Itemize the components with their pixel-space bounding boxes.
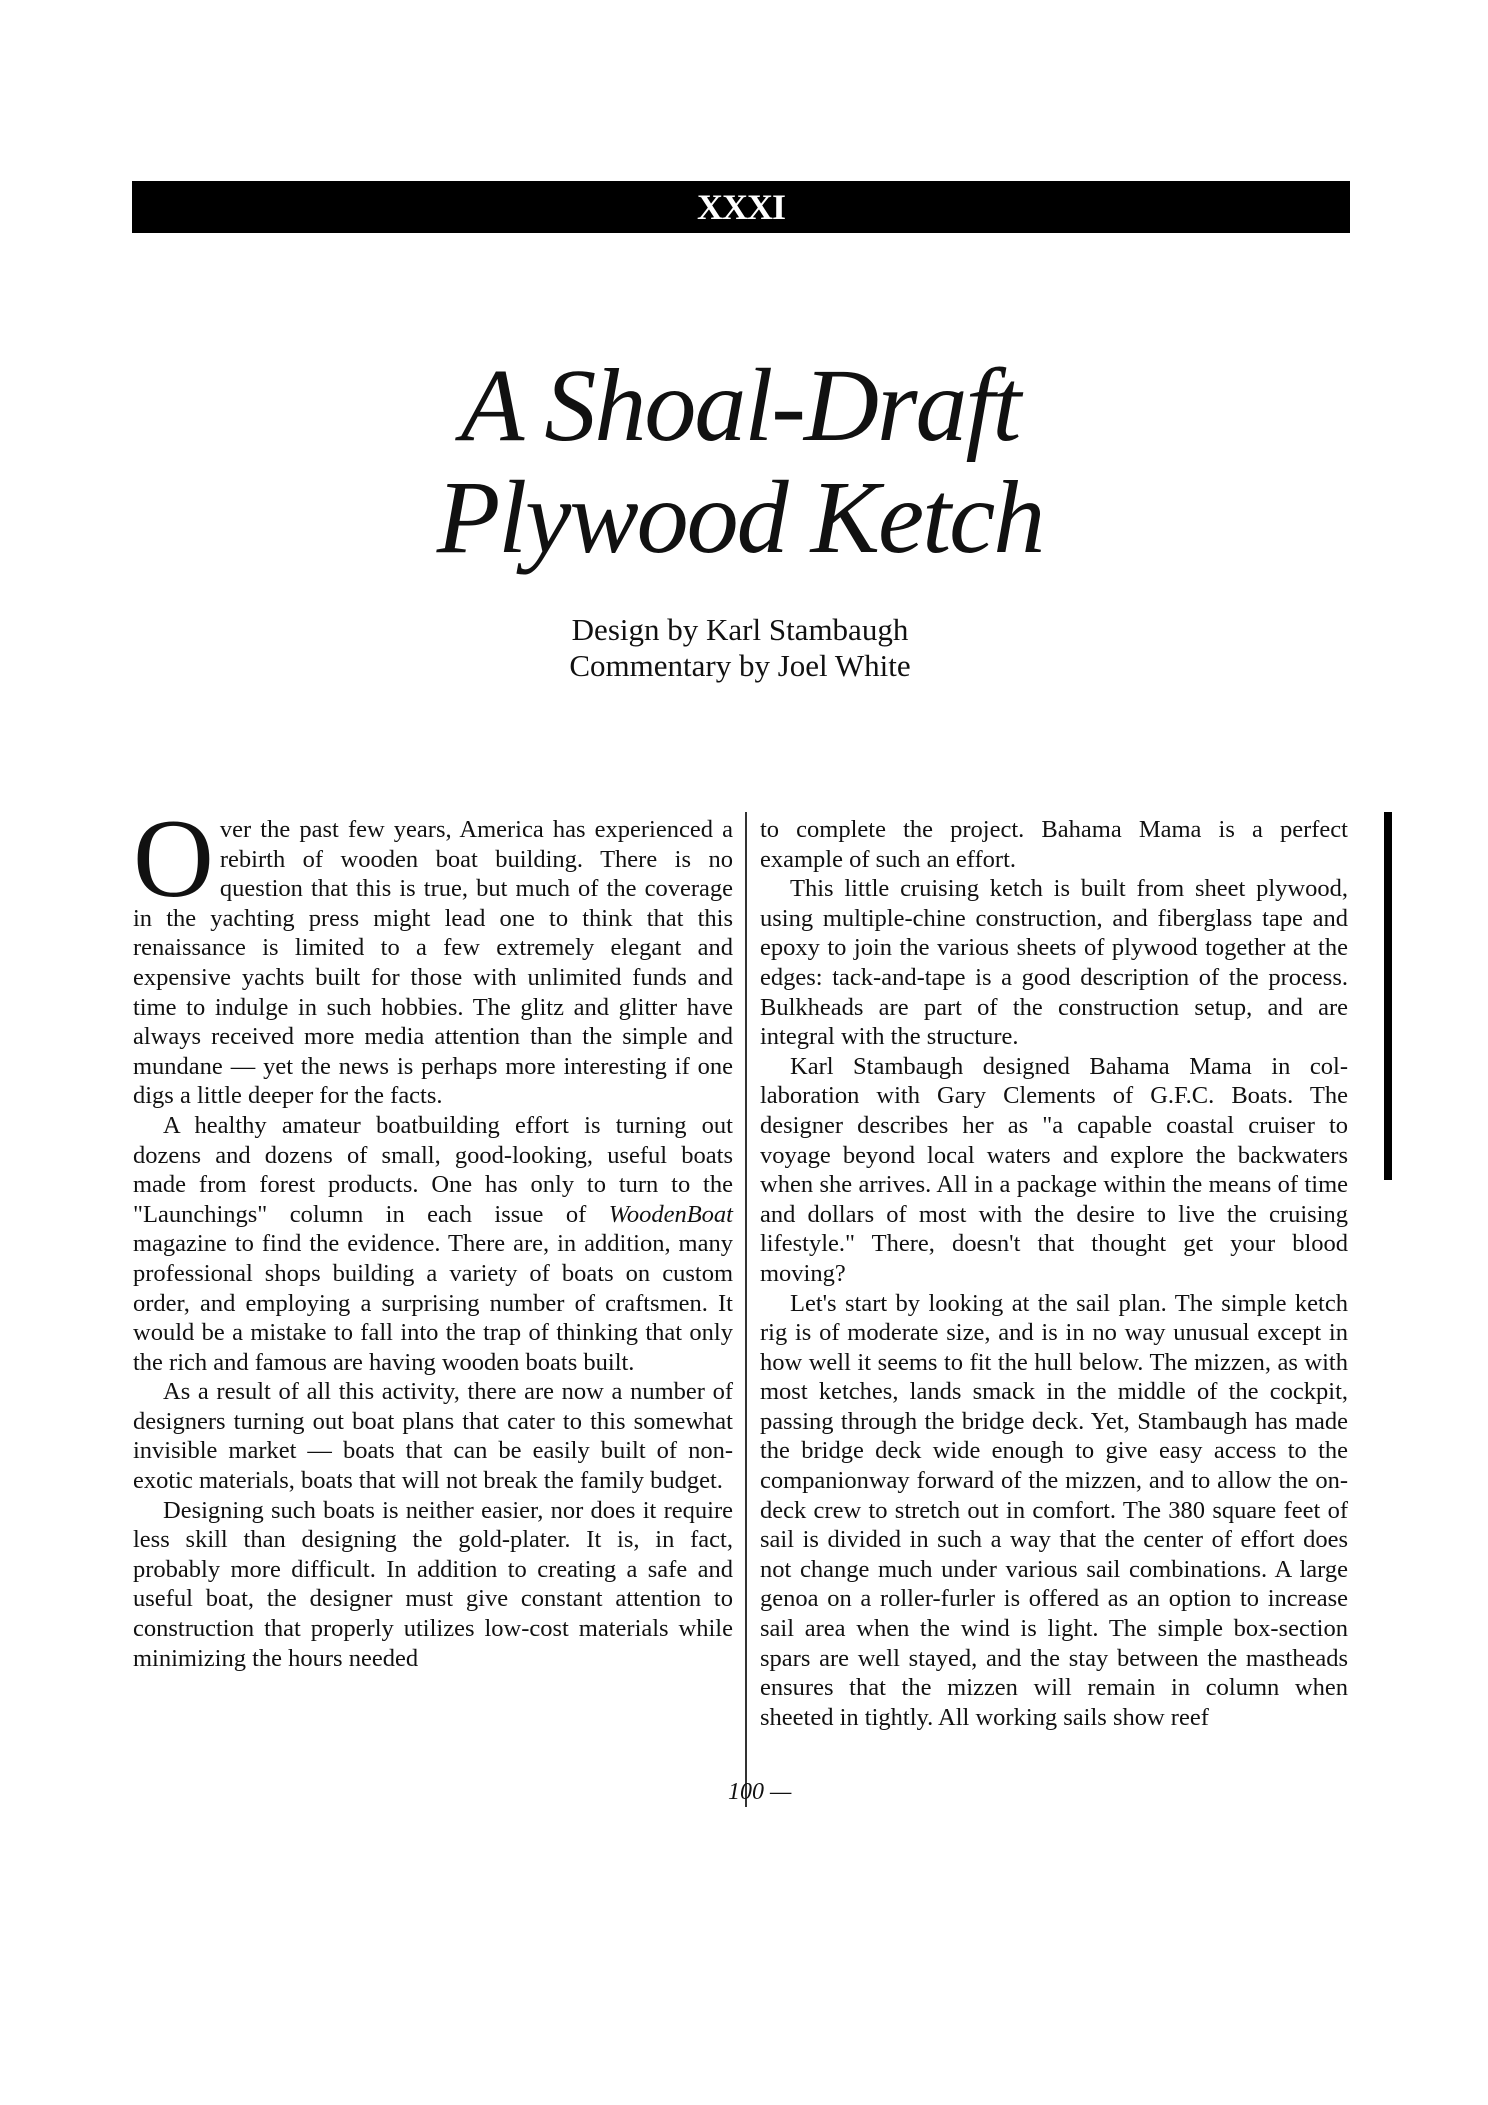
page-number: 100 — — [728, 1779, 792, 1805]
paragraph: Let's start by looking at the sail plan. The simple ketch rig is of moderate size, and is in no way unusual except in how well it seems to fit the hull below. The mizzen, as with most ketches, lands smack in the middle of the cockpit, passing through the bridge deck. Yet, Stambaugh has made the bridge deck wide enough to give easy access to the companionway forward of the mizzen, and to allow the on-deck crew to stretch out in comfort. The 380 square feet of sail is divided in such a way that the center of effort does not change much under various sail combinations. A large genoa on a roller-furler is offered as an option to increase sail area when the wind is light. The simple box-section spars are well stayed, and the stay between the mastheads ensures that the mizzen will remain in column when sheeted in tightly. All working sails show reef — [760, 1289, 1348, 1731]
title-line-1: A Shoal-Draft — [460, 348, 1020, 463]
paragraph: This little cruising ketch is built from sheet plywood, using multiple-chine construction, and fiberglass tape and epoxy to join the various sheets of plywood together at the edges: tack-and-tape is a good description of the process. Bulkheads are part of the construction setup, and are integral with the structure. — [760, 875, 1348, 1051]
page-title — [300, 350, 1180, 574]
paragraph: Karl Stambaugh designed Bahama Mama in collaboration with Gary Clements of G.F.C. Boats. The designer describes her as "a capable coastal cruiser to voyage beyond local waters and explore the backwaters when she arrives. All in a package within the means of time and dollars of most with the desire to live the cruising lifestyle." There, doesn't that thought get your blood moving? — [760, 1052, 1348, 1287]
margin-marker-bar — [1384, 812, 1392, 1180]
magazine-name: WoodenBoat — [608, 1200, 733, 1228]
chapter-number-banner: XXXI — [132, 181, 1350, 233]
paragraph — [133, 797, 733, 1111]
commentary-credit: Commentary by Joel White — [569, 648, 911, 683]
title-line-2: Plywood Ketch — [436, 460, 1044, 575]
paragraph — [133, 1111, 733, 1377]
column-divider — [745, 812, 747, 1807]
right-column — [760, 815, 1348, 1732]
drop-cap: O — [133, 797, 214, 921]
paragraph: Designing such boats is neither easier, nor does it require less skill than designing the gold-plater. It is, in fact, probably more difficult. In addition to creating a safe and useful boat, the designer must give constant attention to construction that properly utilizes low-cost materials while minimizing the hours needed — [133, 1496, 733, 1672]
paragraph-text: A healthy amateur boatbuilding effort is turning out dozens and dozens of small, good-looking, useful boats made from forest products. One has only to turn to the "Launchings" column in each issue of — [133, 1111, 733, 1228]
paragraph-text: ver the past few years, America has experienced a rebirth of wooden boat building. There is no question that this is true, but much of the coverage in the yachting press might lead one to think that this renaissance is limited to a few extremely elegant and expensive yachts built for those with unlimited funds and time to indulge in such hobbies. The glitz and glitter have always received more media attention than the simple and mundane — yet the news is perhaps more interesting if one digs a little deeper for the facts. — [133, 816, 733, 1110]
paragraph: to complete the project. Bahama Mama is a perfect example of such an effort. — [760, 816, 1348, 873]
credits — [440, 612, 1040, 684]
left-column — [133, 797, 733, 1673]
paragraph: As a result of all this activity, there are now a number of designers turning out boat plans that cater to this somewhat invisible market — boats that can be easily built of non-exotic materials, boats that will not break the family budget. — [133, 1378, 733, 1495]
paragraph-text: magazine to find the evidence. There are, in addition, many professional shops building a variety of boats on custom order, and employing a surprising number of craftsmen. It would be a mistake to fall into the trap of thinking that only the rich and famous are having wooden boats built. — [133, 1230, 733, 1376]
design-credit: Design by Karl Stambaugh — [571, 612, 909, 647]
